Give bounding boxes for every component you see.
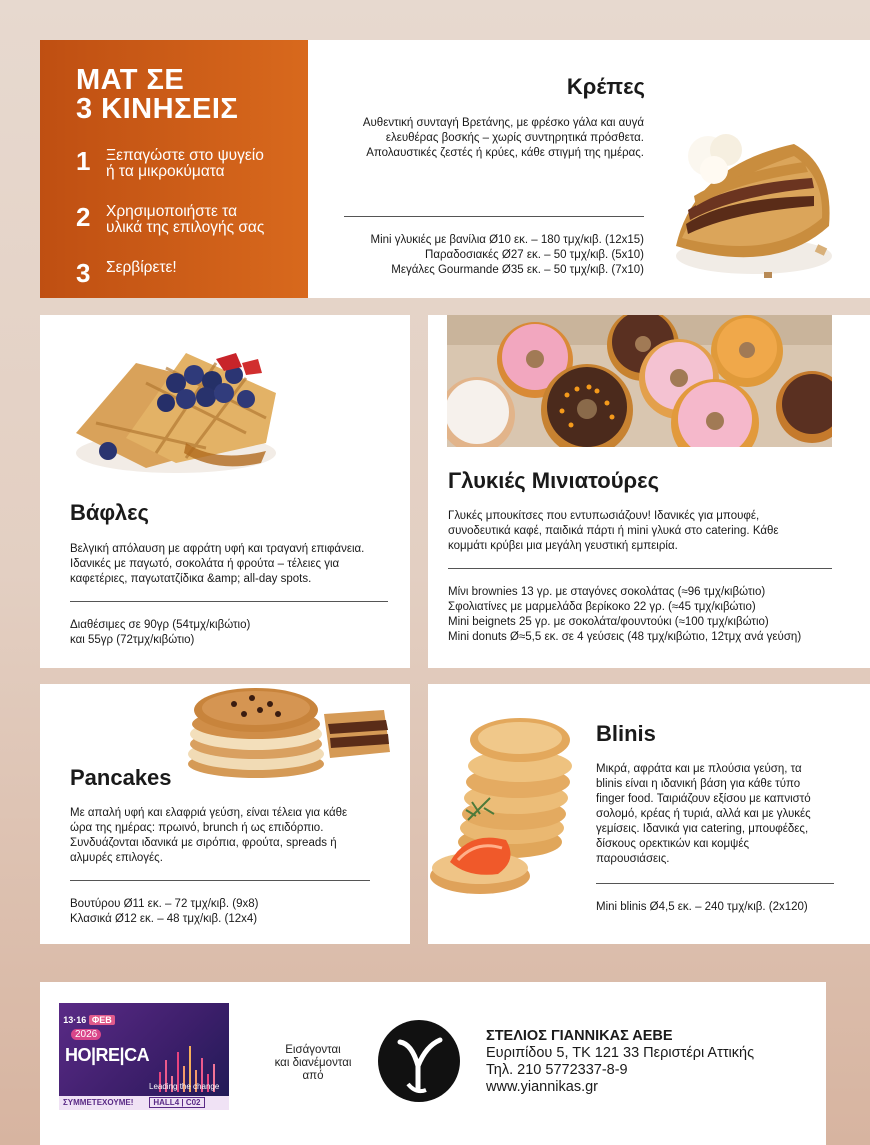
importer-note: Εισάγονται και διανέμονται από [274, 1044, 352, 1082]
waffles-card [40, 315, 410, 668]
pancakes-title: Pancakes [70, 765, 172, 790]
crepes-description: Αυθεντική συνταγή Βρετάνης, με φρέσκο γάλα και αυγά ελευθέρας βοσκής – χωρίς συντηρητικά πρόσθετα. Απολαυστικές ζεστές ή κρύες, κάθε στιγμή της ημέρας. [362, 117, 644, 159]
crepes-card [308, 40, 870, 298]
pancakes-description: Με απαλή υφή και ελαφριά γεύση, είναι τέλεια για κάθε ώρα της ημέρας: πρωινό, brunch ή ως επιδόρπιο. Συνδυάζονται ιδανικά με σιρόπια, φρούτα, spreads ή αλμυρές επιλογές. [70, 807, 348, 864]
step-text: Χρησιμοποιήστε τα υλικά της επιλογής σας [106, 203, 265, 236]
waffles-description: Βελγική απόλαυση με αφράτη υφή και τραγανή επιφάνεια. Ιδανικές με παγωτό, σοκολάτα ή φρούτα – τέλειες για καφετέριες, παγωτατζίδικα &amp; all-day spots. [70, 543, 365, 585]
pancakes-image [184, 674, 394, 786]
badge-name: HO|RE|CA [65, 1045, 150, 1065]
crepes-title: Κρέπες [566, 74, 645, 99]
badge-tagline: Leading the change [149, 1082, 220, 1091]
company-info [486, 1028, 754, 1096]
company-name: ΣΤΕΛΙΟΣ ΓΙΑΝΝΙΚΑΣ ΑΕΒΕ [486, 1028, 673, 1044]
mini-sweets-card [428, 315, 870, 668]
mini-sweets-title: Γλυκιές Μινιατούρες [448, 468, 660, 493]
blinis-product-list: Mini blinis Ø4,5 εκ. – 240 τμχ/κιβ. (2x120) [596, 901, 808, 913]
badge-join: ΣΥΜΜΕΤΕΧΟΥΜΕ! HALL4 | C02 [59, 1096, 229, 1110]
badge-dates: 13·16 ΦΕΒ [59, 1015, 119, 1025]
steps-panel [40, 40, 308, 298]
blinis-description: Μικρά, αφράτα και με πλούσια γεύση, τα blinis είναι η ιδανική βάση για κάθε τύπο finger food. Ταιριάζουν εξίσου με καπνιστό σολομό, κρέας ή τυριά, αλλά και με γλυκές γεμίσεις. Ιδανικά για catering, μπουφέδες, δίσκους ορεκτικών και κομψές παρουσιάσεις. [596, 763, 811, 865]
step-text: Σερβίρετε! [106, 259, 177, 276]
company-phone: Τηλ. 210 5772337-8-9 [486, 1062, 628, 1078]
donuts-image [447, 315, 832, 447]
step-text: Ξεπαγώστε στο ψυγείο ή τα μικροκύματα [106, 147, 264, 180]
divider [70, 601, 388, 602]
divider [344, 216, 644, 217]
pancakes-product-list: Βουτύρου Ø11 εκ. – 72 τμχ/κιβ. (9x8) Κλασικά Ø12 εκ. – 48 τμχ/κιβ. (12x4) [70, 898, 259, 925]
company-website[interactable]: www.yiannikas.gr [486, 1079, 599, 1095]
step-number: 1 [76, 146, 91, 176]
crepes-product-list: Mini γλυκιές με βανίλια Ø10 εκ. – 180 τμχ/κιβ. (12x15) Παραδοσιακές Ø27 εκ. – 50 τμχ/κιβ. (5x10) Μεγάλες Gourmande Ø35 εκ. – 50 τμχ/κιβ. (7x10) [370, 234, 644, 276]
step-number: 3 [76, 258, 91, 288]
horeca-badge [59, 1003, 229, 1110]
footer [40, 982, 826, 1145]
steps-title-line2: 3 ΚΙΝΗΣΕΙΣ [76, 93, 239, 125]
step-2 [76, 202, 288, 236]
steps-title-line1: ΜΑΤ ΣΕ [76, 64, 185, 96]
waffles-title: Βάφλες [70, 500, 149, 525]
blinis-title: Blinis [596, 721, 656, 746]
mini-sweets-description: Γλυκές μπουκίτσες που εντυπωσιάζουν! Ιδανικές για μπουφέ, συνοδευτικά καφέ, παιδικά πάρτι ή mini γλυκά στο catering. Κάθε κομμάτι κρύβει μια μεγάλη γευστική εμπειρία. [448, 510, 779, 552]
step-1 [76, 146, 288, 180]
steps-title [76, 66, 288, 124]
waffles-product-list: Διαθέσιμες σε 90γρ (54τμχ/κιβώτιο) και 55γρ (72τμχ/κιβώτιο) [70, 619, 251, 646]
blinis-image [428, 710, 578, 910]
badge-year: 2026 [71, 1029, 101, 1040]
step-3 [76, 258, 288, 288]
crepes-image [664, 126, 844, 286]
pancakes-card [40, 684, 410, 944]
step-number: 2 [76, 202, 91, 232]
blinis-card [428, 684, 870, 944]
mini-sweets-product-list: Μίνι brownies 13 γρ. με σταγόνες σοκολάτας (≈96 τμχ/κιβώτιο) Σφολιατίνες με μαρμελάδα βερίκοκο 22 γρ. (≈45 τμχ/κιβώτιο) Mini beignets 25 γρ. με σοκολάτα/φουντούκι (≈100 τμχ/κιβώτιο) Mini donuts Ø≈5,5 εκ. σε 4 γεύσεις (48 τμχ/κιβώτιο, 12τμχ ανά γεύση) [448, 586, 802, 643]
yiannikas-logo [378, 1020, 460, 1102]
waffles-image [66, 323, 296, 483]
divider [448, 568, 832, 569]
divider [596, 883, 834, 884]
company-address: Ευριπίδου 5, ΤΚ 121 33 Περιστέρι Αττικής [486, 1045, 755, 1061]
divider [70, 880, 370, 881]
